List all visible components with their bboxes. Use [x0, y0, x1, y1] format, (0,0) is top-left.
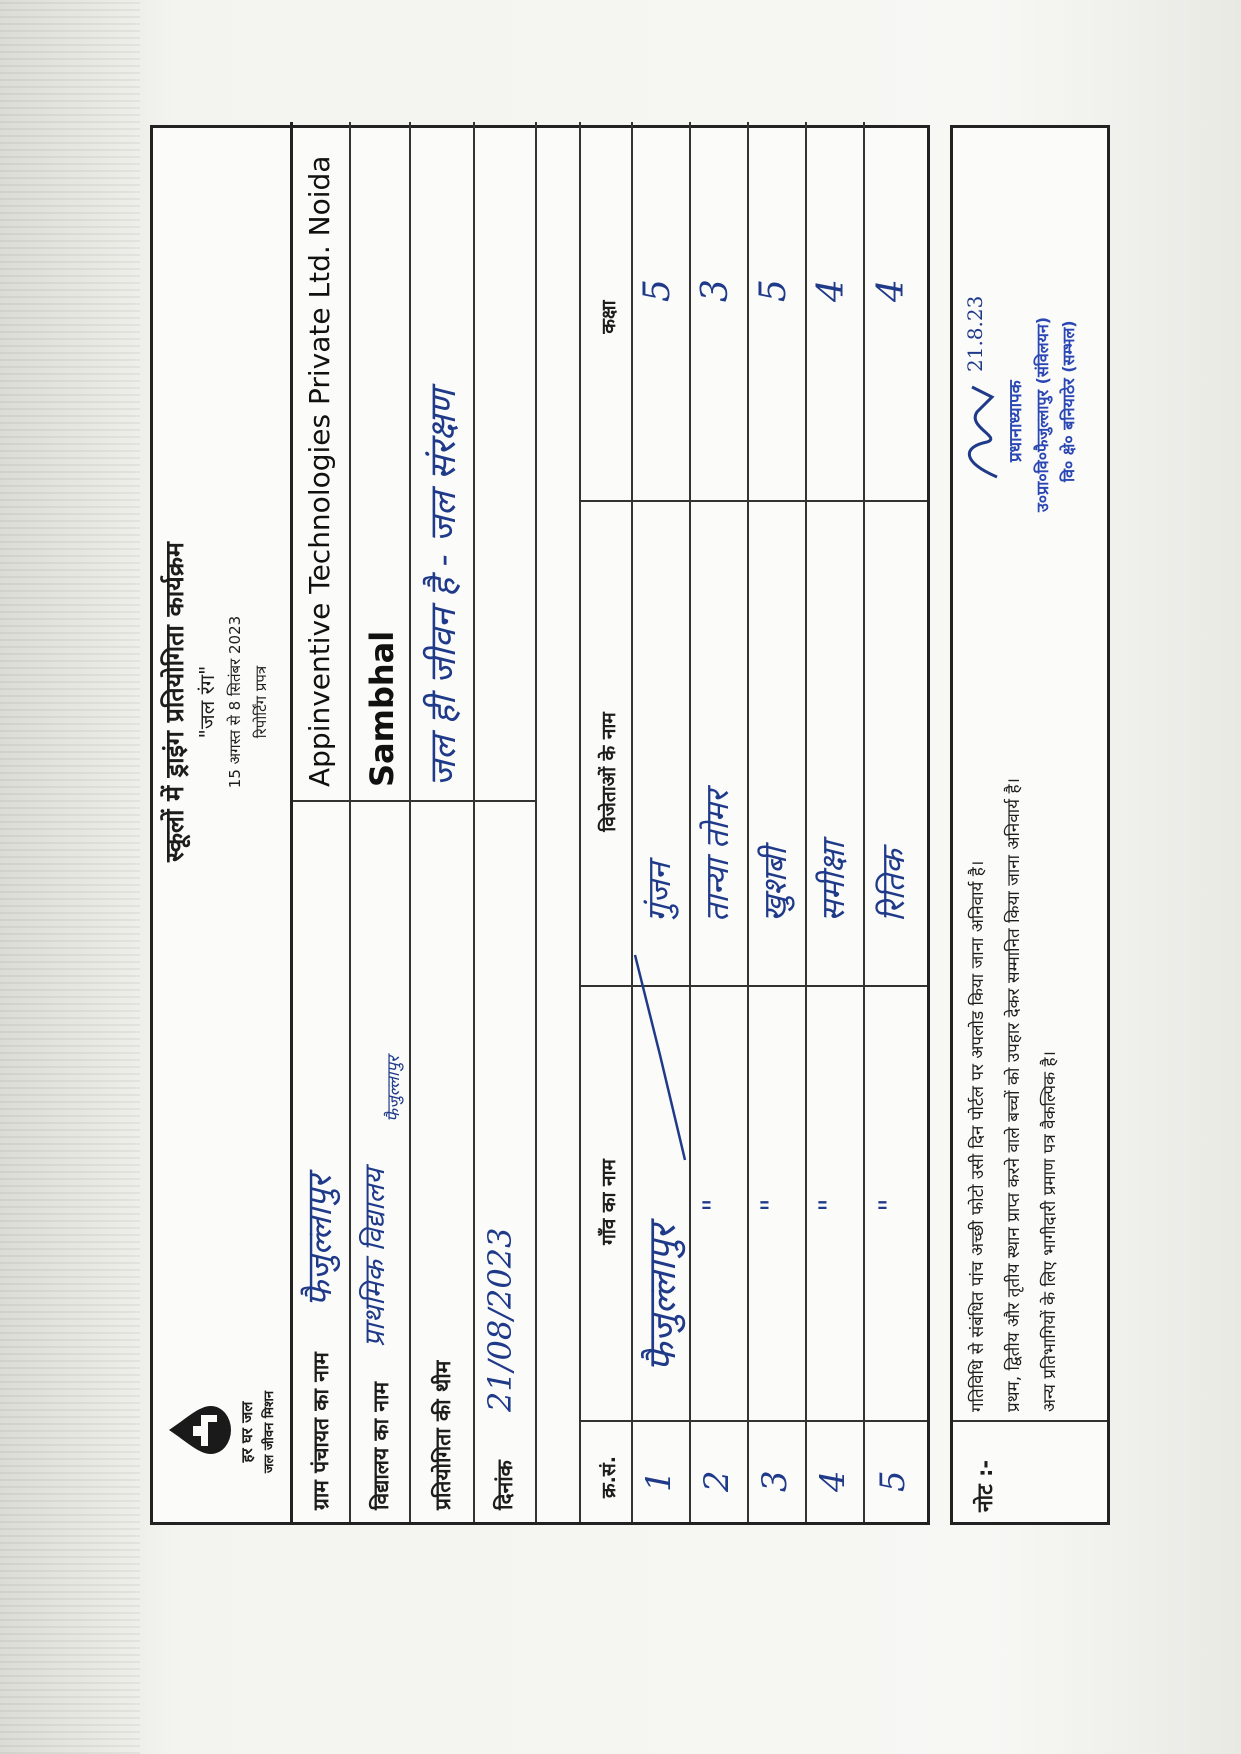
note-label: नोट :- [973, 1459, 997, 1512]
row-gram-panchayat [293, 122, 351, 1522]
note-line-1: गतिविधि से संबंधित पांच अच्छी फोटो उसी दिन पोर्टल पर अपलोड किया जाना अनिवार्य है। [968, 860, 988, 1412]
theme-label: प्रतियोगिता की थीम [431, 1360, 455, 1510]
logo-text-line2: जल जीवन मिशन [262, 1390, 277, 1474]
row-date [475, 122, 537, 1522]
form-report-label: रिपोर्टिंग प्रपत्र [252, 665, 270, 739]
row-winner: समीक्षा [814, 841, 852, 922]
vidyalay-value: प्राथमिक विद्यालय [358, 1168, 391, 1347]
note-divider [953, 1420, 1107, 1422]
col-winner-header: विजेताओं के नाम [598, 712, 620, 832]
row-class: 5 [637, 279, 678, 302]
row-village: " [873, 1198, 908, 1212]
logo-text-line1: हर घर जल [238, 1401, 256, 1463]
har-ghar-jal-logo [161, 1352, 286, 1512]
theme-value: जल ही जीवन है - जल संरक्षण [423, 389, 464, 787]
form-title: स्कूलों में ड्राइंग प्रतियोगिता कार्यक्रम [160, 542, 189, 862]
water-drop-tap-icon [167, 1400, 231, 1460]
row-class: 4 [811, 279, 852, 302]
row-winner: गुंजन [640, 862, 678, 922]
table-row [633, 122, 691, 1522]
table-row [865, 122, 927, 1522]
stamp-block: वि० क्षे० बनियाठेर (सम्भल) [1059, 320, 1078, 482]
col-village-header: गाँव का नाम [598, 1159, 620, 1245]
col-class-header: कक्षा [598, 300, 620, 334]
row-vidyalay [351, 122, 411, 1522]
table-row [749, 122, 807, 1522]
vidyalay-label: विद्यालय का नाम [369, 1381, 393, 1510]
note-line-2: प्रथम, द्वितीय और तृतीय स्थान प्राप्त करने वाले बच्चों को उपहार देकर सम्मानित किया जाना अनिवार्य है। [1004, 778, 1024, 1412]
col-divider [581, 500, 927, 502]
table-row [691, 122, 749, 1522]
signature-date: 21.8.23 [963, 295, 987, 372]
winners-table-header [581, 122, 633, 1522]
notes-box [950, 125, 1110, 1525]
col-sn-header: क्र.सं. [598, 1456, 620, 1498]
form-subtitle: "जल रंग" [195, 665, 219, 739]
row-village: फैजुल्लापुर [640, 1224, 684, 1372]
reporting-form [150, 125, 1115, 1525]
row-winner: रितिक [874, 849, 912, 922]
row-sn: 3 [755, 1470, 795, 1492]
district-name: Sambhal [363, 630, 401, 787]
vidyalay-value-village: फैजुल्लापुर [384, 1056, 404, 1122]
row-theme [411, 122, 475, 1522]
field-divider [293, 800, 537, 802]
row-winner: तान्या तोमर [698, 790, 736, 922]
row-winner: खुशबी [756, 847, 794, 922]
date-value: 21/08/2023 [481, 1227, 519, 1412]
row-spacer [537, 122, 581, 1522]
scan-edge-shadow [0, 0, 140, 1754]
stamp-school: उ०प्रा०वि०फैजुल्लापुर (संविलयन) [1033, 316, 1052, 512]
stamp-designation: प्रधानाध्यापक [1006, 380, 1026, 462]
row-class: 4 [871, 279, 912, 302]
row-village: " [755, 1198, 790, 1212]
row-sn: 5 [873, 1470, 913, 1492]
row-sn: 2 [697, 1470, 737, 1492]
ink-stroke [630, 945, 690, 1165]
col-divider [581, 1420, 927, 1422]
row-class: 3 [695, 279, 736, 302]
gram-panchayat-label: ग्राम पंचायत का नाम [309, 1352, 333, 1510]
gram-panchayat-value: फैजुल्लापुर [300, 1175, 340, 1307]
row-class: 5 [753, 279, 794, 302]
company-name: Appinventive Technologies Private Ltd. Noida [303, 155, 336, 787]
form-header [153, 122, 293, 1522]
signature-mark [957, 362, 1007, 482]
table-row [807, 122, 865, 1522]
note-line-3: अन्य प्रतिभागियों के लिए भागीदारी प्रमाण पत्र वैकल्पिक है। [1040, 1051, 1060, 1412]
form-dates: 15 अगस्त से 8 सितंबर 2023 [226, 615, 244, 789]
row-sn: 1 [639, 1470, 679, 1492]
row-sn: 4 [813, 1470, 853, 1492]
form-frame [150, 125, 930, 1525]
date-label: दिनांक [493, 1460, 517, 1510]
row-village: " [813, 1198, 848, 1212]
row-village: " [697, 1198, 732, 1212]
